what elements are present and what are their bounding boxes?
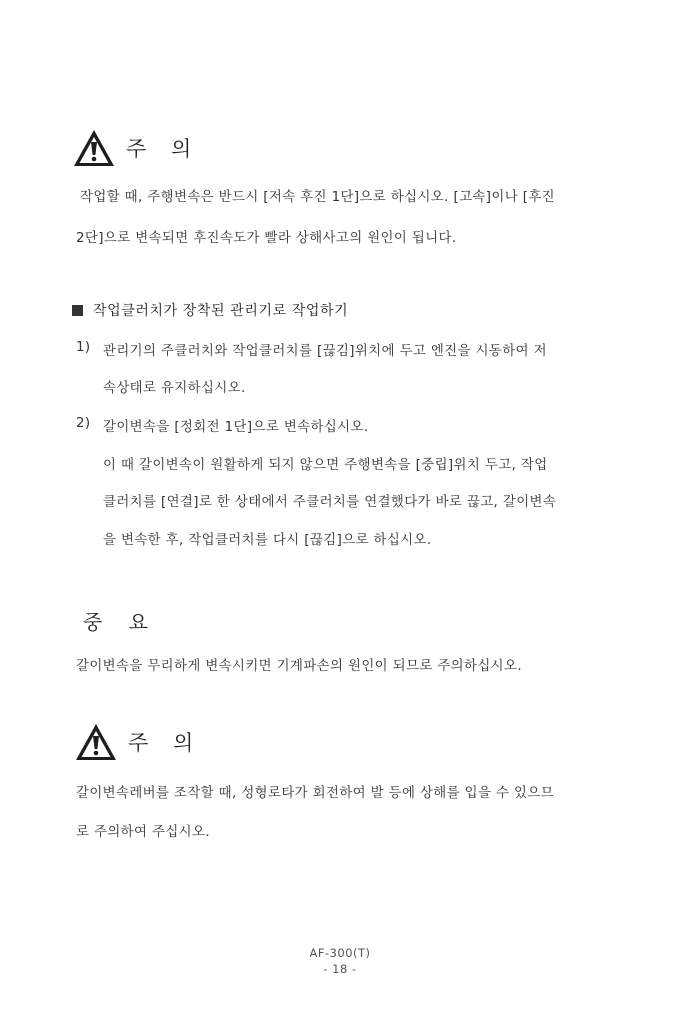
warning-triangle-icon (72, 128, 116, 168)
caution-title: 주 의 (128, 731, 203, 755)
list-item-text: 관리기의 주클러치와 작업클러치를 [끊김]위치에 두고 엔진을 시동하여 저 (103, 344, 547, 359)
page-number: - 18 - (323, 962, 357, 976)
caution-text-line: 갈이변속레버를 조작할 때, 성형로타가 회전하여 발 등에 상해를 입을 수 있으므 (76, 786, 554, 801)
caution-title: 주 의 (126, 137, 201, 161)
important-text: 갈이변속을 무리하게 변속시키면 기계파손의 원인이 되므로 주의하십시오. (76, 659, 522, 674)
list-item-number: 1) (76, 340, 91, 355)
list-item-text: 이 때 갈이변속이 원활하게 되지 않으면 주행변속을 [중립]위치 두고, 작업 (103, 458, 548, 473)
warning-triangle-icon (74, 722, 118, 762)
important-title: 중 요 (83, 610, 158, 634)
section-title: 작업클러치가 장착된 관리기로 작업하기 (93, 303, 349, 319)
section-heading (72, 300, 348, 320)
square-bullet-icon (72, 305, 83, 316)
caution-text-line: 작업할 때, 주행변속은 반드시 [저속 후진 1단]으로 하십시오. [고속]이나 [후진 (80, 190, 555, 205)
model-number: AF-300(T) (309, 946, 371, 960)
caution-text-line: 2단]으로 변속되면 후진속도가 빨라 상해사고의 원인이 됩니다. (76, 231, 457, 246)
list-item-text: 속상태로 유지하십시오. (103, 381, 246, 396)
list-item-text: 을 변속한 후, 작업클러치를 다시 [끊김]으로 하십시오. (103, 533, 432, 548)
list-item-text: 클러치를 [연결]로 한 상태에서 주클러치를 연결했다가 바로 끊고, 갈이변속 (103, 495, 557, 510)
list-item-text: 갈이변속을 [정회전 1단]으로 변속하십시오. (103, 420, 369, 435)
caution-text-line: 로 주의하여 주십시오. (76, 825, 210, 840)
caution-heading (72, 128, 200, 168)
caution-heading (74, 722, 202, 762)
list-item-number: 2) (76, 416, 91, 431)
